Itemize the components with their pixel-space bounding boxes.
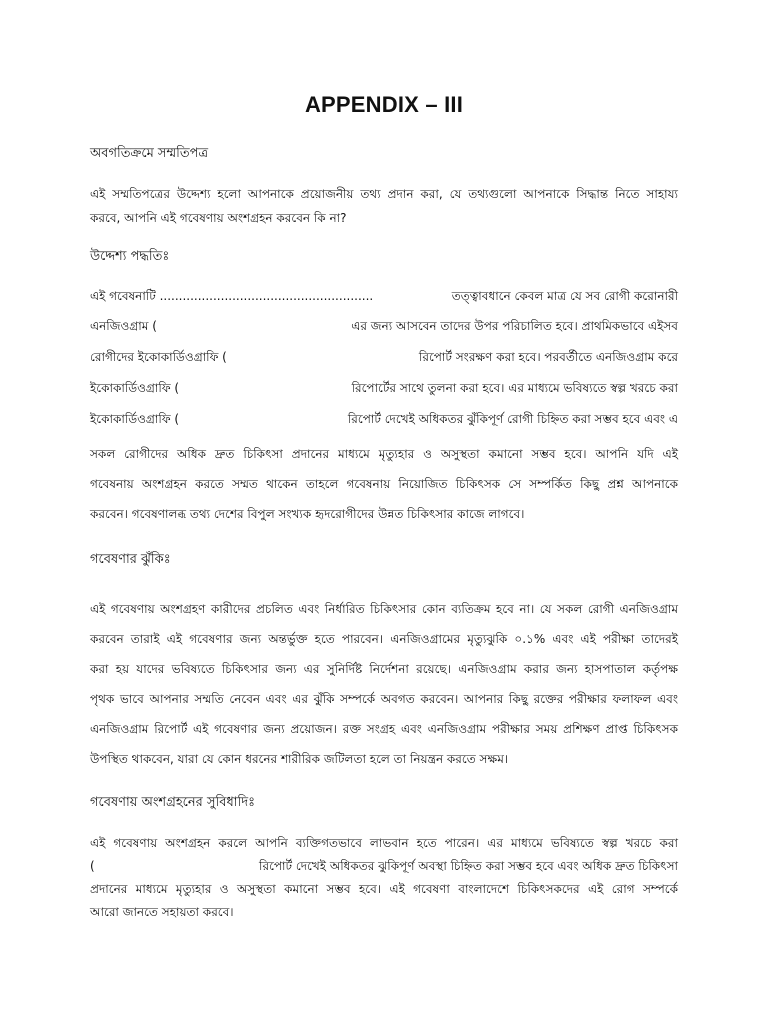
intro-line: করবে, আপনি এই গবেষণায় অংশগ্রহন করবেন কি না? <box>90 211 347 225</box>
method-row-right: এর জন্য আসবেন তাদের উপর পরিচালিত হবে। প্রাথমিকভাবে এইসব <box>351 319 678 333</box>
method-row <box>90 349 678 369</box>
page-title: APPENDIX – III <box>304 92 464 117</box>
method-row-right: রিপোর্ট সংরক্ষণ করা হবে। পরবর্তীতে এনজিওগ্রাম করে <box>418 350 678 364</box>
risk-heading: গবেষণার ঝুঁকিঃ <box>90 552 171 567</box>
method-row-left: এনজিওগ্রাম ( <box>90 319 157 333</box>
risk-line: করবেন তারাই এই গবেষণার জন্য অন্তর্ভুক্ত হতে পারবেন। এনজিওগ্রামের মৃত্যুঝুকি ০.১% এবং এই পরীক্ষা তাদেরই <box>90 632 678 646</box>
risk-paragraph <box>90 594 678 774</box>
method-line: সকল রোগীদের অধিক দ্রুত চিকিৎসা প্রদানের মাধ্যমে মৃত্যুহার ও অসুস্থতা কমানো সম্ভব হবে। আপনি যদি এই <box>90 447 678 461</box>
risk-line: করা হয় যাদের ভবিষ্যতে চিকিৎসার জন্য এর সুনির্দিষ্ট নির্দেশনা রয়েছে। এনজিওগ্রাম করার জন্য হাসপাতাল কর্তৃপক্ষ <box>90 662 678 676</box>
benefit-line-left: ( <box>90 859 95 873</box>
method-row-left: এই গবেষনাটি ........................................................ <box>90 289 374 303</box>
method-line: করবেন। গবেষণালব্ধ তথ্য দেশের বিপুল সংখ্যক হৃদরোগীদের উন্নত চিকিৎসার কাজে লাগবে। <box>90 507 525 521</box>
intro-line: এই সম্মতিপত্রের উদ্দেশ্য হলো আপনাকে প্রয়োজনীয় তথ্য প্রদান করা, যে তথ্যগুলো আপনাকে সিদ্ধান্ত নিতে সাহায্য <box>90 187 678 201</box>
consent-heading: অবগতিক্রমে সম্মতিপত্র <box>90 146 209 161</box>
benefit-paragraph <box>90 832 678 924</box>
benefit-heading: গবেষণায় অংশগ্রহনের সুবিধাদিঃ <box>90 795 256 810</box>
method-row-right: তত্ত্বাবধানে কেবল মাত্র যে সব রোগী করোনারী <box>451 289 678 303</box>
method-paragraph <box>90 439 678 529</box>
benefit-line: এই গবেষণায় অংশগ্রহন করলে আপনি ব্যক্তিগতভাবে লাভবান হতে পারেন। এর মাধ্যমে ভবিষ্যতে স্বল্প খরচে করা <box>90 836 678 850</box>
benefit-line-right: রিপোর্ট দেখেই অধিকতর ঝুকিপূর্ণ অবস্থা চিহ্নিত করা সম্ভব হবে এবং অধিক দ্রুত চিকিৎসা <box>259 859 678 873</box>
method-heading: উদ্দেশ্য পদ্ধতিঃ <box>90 249 170 264</box>
method-row-left: ইকোকার্ডিওগ্রাফি ( <box>90 412 180 426</box>
method-row-left: রোগীদের ইকোকার্ডিওগ্রাফি ( <box>90 350 227 364</box>
method-line: গবেষনায় অংশগ্রহন করতে সম্মত থাকেন তাহলে গবেষনায় নিয়োজিত চিকিৎসক সে সম্পর্কিত কিছু প্রশ্ন আপনাকে <box>90 477 678 491</box>
risk-line: পৃথক ভাবে আপনার সম্মতি নেবেন এবং এর ঝুঁকি সম্পর্কে অবগত করবেন। আপনার কিছু রক্তের পরীক্ষার ফলাফল এবং <box>90 692 678 706</box>
method-row-left: ইকোকার্ডিওগ্রাফি ( <box>90 381 180 395</box>
method-row-right: রিপোর্ট দেখেই অধিকতর ঝুঁকিপূর্ণ রোগী চিহ্নিত করা সম্ভব হবে এবং এ <box>347 412 678 426</box>
risk-line: এনজিওগ্রাম রিপোর্ট এই গবেষণার জন্য প্রয়োজন। রক্ত সংগ্রহ এবং এনজিওগ্রাম পরীক্ষার সময় প্রশিক্ষণ প্রাপ্ত চিকিৎসক <box>90 722 678 736</box>
risk-line: উপস্থিত থাকবেন, যারা যে কোন ধরনের শারীরিক জটিলতা হলে তা নিয়ন্ত্রন করতে সক্ষম। <box>90 752 509 766</box>
benefit-line <box>90 855 678 878</box>
benefit-line: আরো জানতে সহায়তা করবে। <box>90 905 234 919</box>
intro-paragraph <box>90 182 678 230</box>
method-row <box>90 411 678 431</box>
method-row-right: রিপোর্টের সাথে তুলনা করা হবে। এর মাধ্যমে ভবিষ্যতে স্বল্প খরচে করা <box>351 381 678 395</box>
method-row <box>90 318 678 338</box>
method-row <box>90 288 678 308</box>
risk-line: এই গবেষণায় অংশগ্রহণ কারীদের প্রচলিত এবং নির্ধারিত চিকিৎসার কোন ব্যতিক্রম হবে না। যে সকল রোগী এনজিওগ্রাম <box>90 602 678 616</box>
method-row <box>90 380 678 400</box>
benefit-line: প্রদানের মাধ্যমে মৃত্যুহার ও অসুস্থতা কমানো সম্ভব হবে। এই গবেষণা বাংলাদেশে চিকিৎসকদের এই রোগ সম্পর্কে <box>90 882 678 896</box>
